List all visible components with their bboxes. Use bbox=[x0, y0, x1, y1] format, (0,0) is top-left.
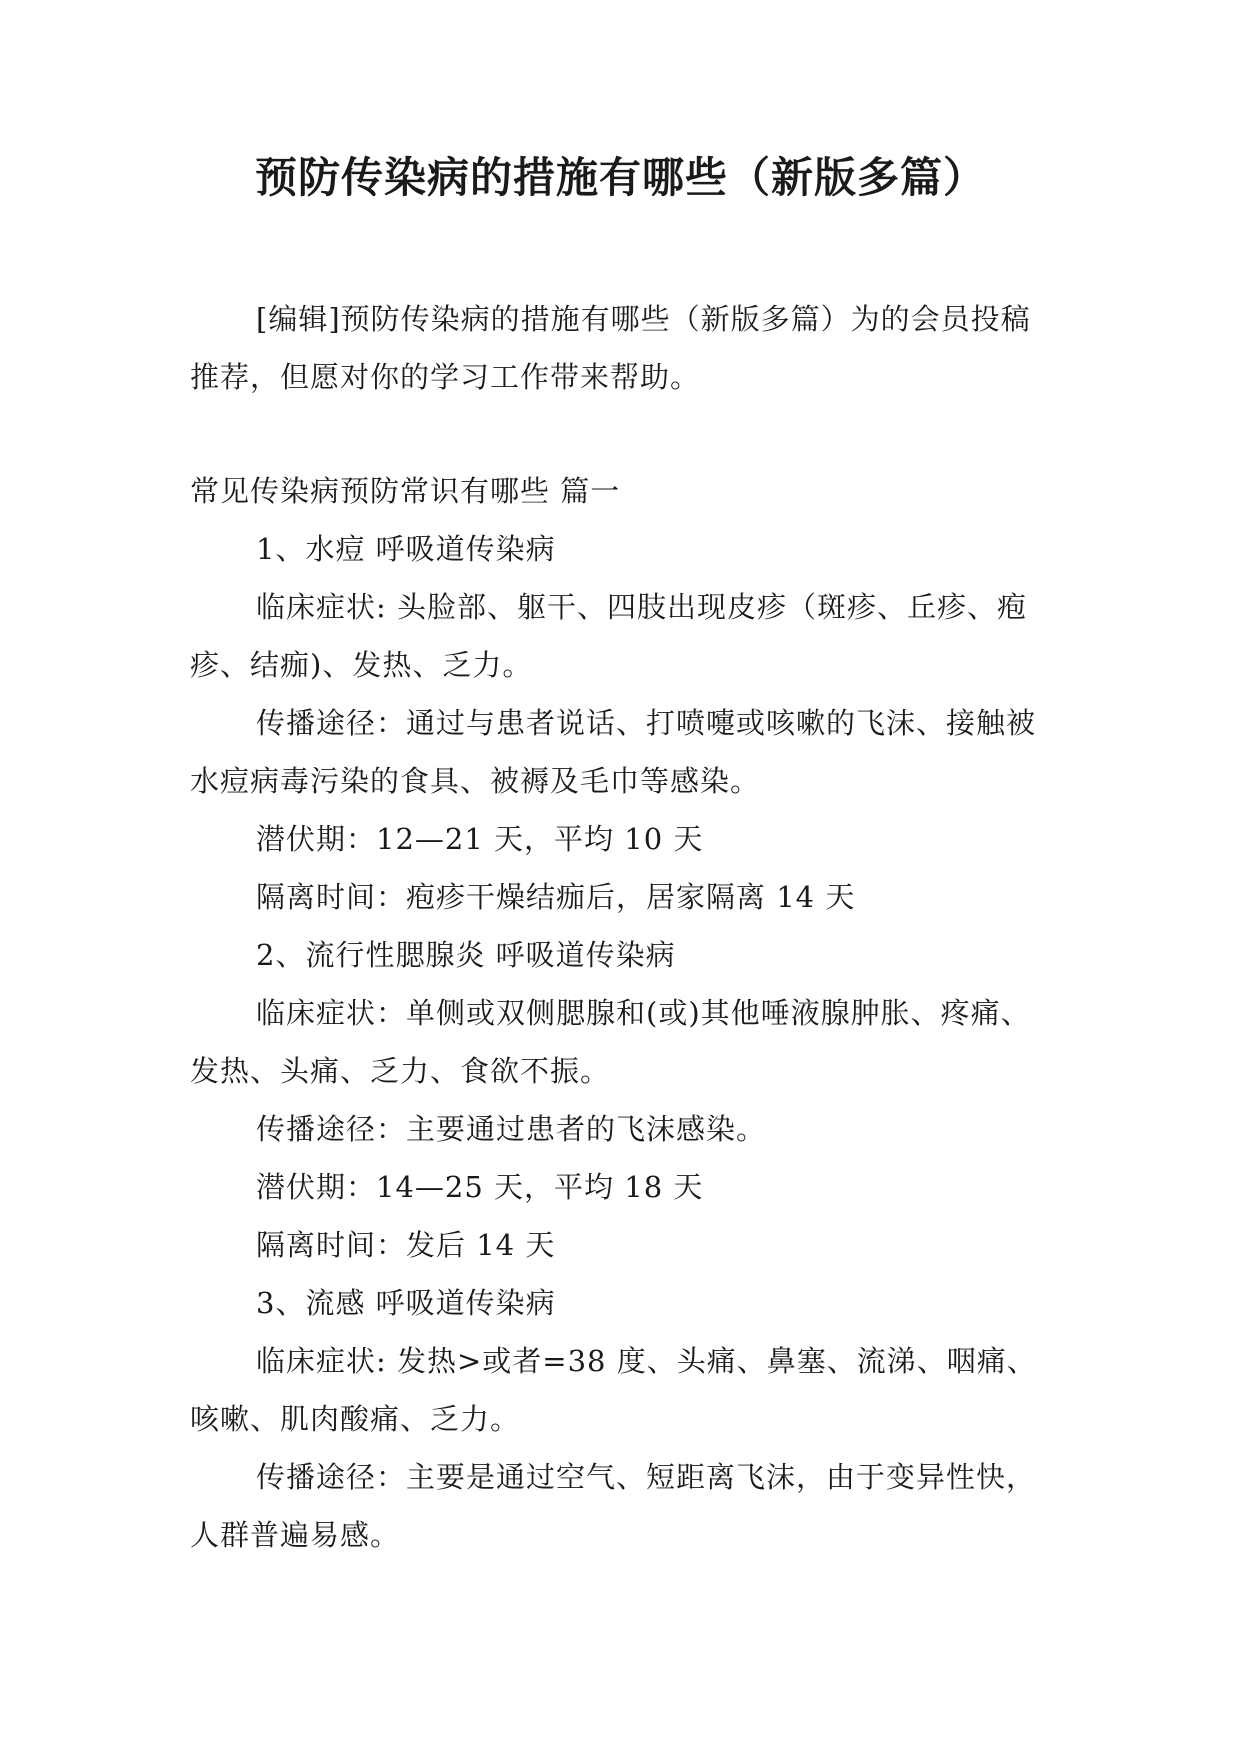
paragraph: 1、水痘 呼吸道传染病 bbox=[256, 532, 556, 566]
paragraph: 临床症状: 发热>或者=38 度、头痛、鼻塞、流涕、咽痛、咳嗽、肌肉酸痛、乏力。 bbox=[190, 1344, 1037, 1436]
paragraph: 临床症状: 头脸部、躯干、四肢出现皮疹（斑疹、丘疹、疱疹、结痂)、发热、乏力。 bbox=[190, 590, 1027, 682]
paragraph: 传播途径：主要通过患者的飞沫感染。 bbox=[256, 1112, 767, 1146]
paragraph: 潜伏期：14—25 天，平均 18 天 bbox=[256, 1170, 704, 1204]
section-block bbox=[190, 462, 1056, 1564]
paragraph: 2、流行性腮腺炎 呼吸道传染病 bbox=[256, 938, 676, 972]
section-heading: 常见传染病预防常识有哪些 篇一 bbox=[190, 474, 621, 508]
paragraph: 潜伏期：12—21 天，平均 10 天 bbox=[256, 822, 704, 856]
document-title: 预防传染病的措施有哪些（新版多篇） bbox=[254, 153, 986, 202]
paragraph: 传播途径：通过与患者说话、打喷嚏或咳嗽的飞沫、接触被水痘病毒污染的食具、被褥及毛巾等感染。 bbox=[190, 706, 1037, 798]
paragraph: 3、流感 呼吸道传染病 bbox=[256, 1286, 556, 1320]
paragraph: 隔离时间：发后 14 天 bbox=[256, 1228, 556, 1262]
paragraph: 传播途径：主要是通过空气、短距离飞沫，由于变异性快，人群普遍易感。 bbox=[190, 1460, 1037, 1552]
intro-paragraph: [编辑]预防传染病的措施有哪些（新版多篇）为的会员投稿推荐，但愿对你的学习工作带来帮助。 bbox=[190, 302, 1031, 394]
paragraph: 临床症状：单侧或双侧腮腺和(或)其他唾液腺肿胀、疼痛、发热、头痛、乏力、食欲不振。 bbox=[190, 996, 1031, 1088]
intro-block bbox=[190, 290, 1056, 406]
paragraph: 隔离时间：疱疹干燥结痂后，居家隔离 14 天 bbox=[256, 880, 856, 914]
